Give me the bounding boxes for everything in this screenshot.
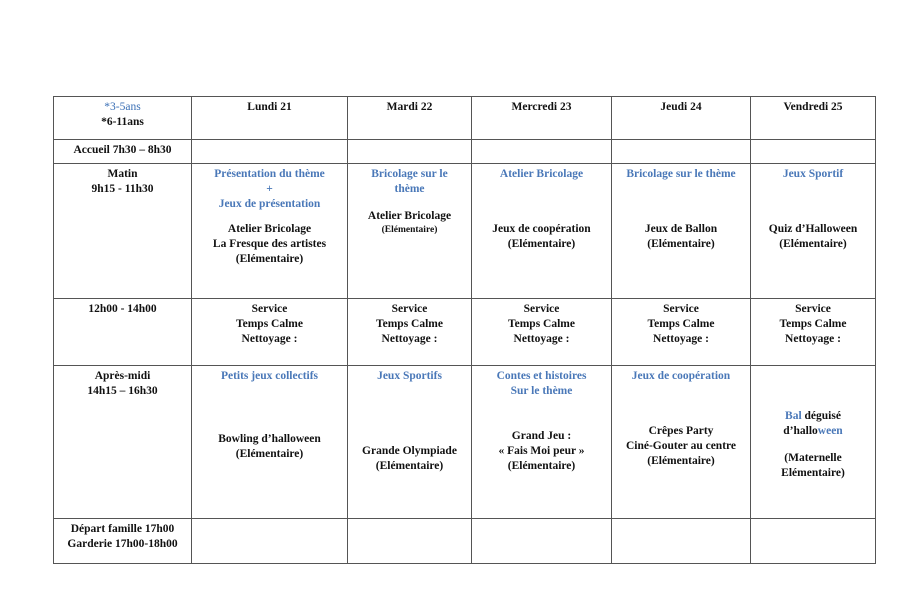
service-label: Service xyxy=(391,303,428,315)
accueil-label: Accueil 7h30 – 8h30 xyxy=(54,140,192,164)
apres-midi-label: Après-midi xyxy=(94,370,151,382)
activity-maternelle: Jeux de coopération xyxy=(631,370,731,382)
depart-label-cell xyxy=(54,519,192,564)
accueil-row xyxy=(54,140,876,164)
activity-maternelle-part: Bal xyxy=(785,410,802,422)
activity-maternelle: Jeux Sportif xyxy=(782,168,844,180)
apres-midi-label-cell xyxy=(54,366,192,519)
nettoyage-label: Nettoyage : xyxy=(241,333,298,345)
depart-cell-mardi xyxy=(348,519,472,564)
activity-elementaire: Bowling d’halloween xyxy=(218,433,321,445)
activity-elementaire: Grande Olympiade xyxy=(362,445,457,457)
nettoyage-label: Nettoyage : xyxy=(653,333,709,345)
apres-midi-time: 14h15 – 16h30 xyxy=(87,385,158,397)
activity-audience: (Elémentaire) xyxy=(375,460,444,472)
depart-cell-jeudi xyxy=(612,519,751,564)
activity-audience: (Elémentaire) xyxy=(779,238,847,250)
activity-elementaire: Jeux de Ballon xyxy=(644,223,718,235)
activity-maternelle: Présentation du thème xyxy=(214,168,325,180)
activity-maternelle: thème xyxy=(394,183,425,195)
header-row xyxy=(54,97,876,140)
temps-calme-label: Temps Calme xyxy=(376,318,443,330)
activity-elementaire: Crêpes Party xyxy=(648,425,714,437)
activity-maternelle-part: ween xyxy=(817,425,843,437)
apres-midi-cell-vendredi xyxy=(751,366,876,519)
activity-elementaire: Atelier Bricolage xyxy=(227,223,312,235)
activity-audience: (Elémentaire) xyxy=(507,238,576,250)
apres-midi-row xyxy=(54,366,876,519)
midi-cell-vendredi xyxy=(751,299,876,366)
garderie-label: Garderie 17h00-18h00 xyxy=(67,538,178,550)
activity-audience: (Maternelle xyxy=(784,452,842,464)
activity-maternelle: Bricolage sur le xyxy=(371,168,448,180)
depart-famille-label: Départ famille 17h00 xyxy=(70,523,175,535)
matin-label-cell xyxy=(54,164,192,299)
day-header-vendredi: Vendredi 25 xyxy=(751,97,876,140)
accueil-cell-jeudi xyxy=(612,140,751,164)
service-label: Service xyxy=(795,303,831,315)
activity-elementaire-part: déguisé xyxy=(801,410,841,422)
activity-mixed-line1 xyxy=(754,409,872,424)
matin-label: Matin xyxy=(107,168,138,180)
activity-elementaire: La Fresque des artistes xyxy=(212,238,327,250)
activity-elementaire: Quiz d’Halloween xyxy=(768,223,858,235)
day-header-mercredi: Mercredi 23 xyxy=(472,97,612,140)
apres-midi-cell-lundi xyxy=(192,366,348,519)
depart-cell-lundi xyxy=(192,519,348,564)
matin-row xyxy=(54,164,876,299)
activity-mixed-line2 xyxy=(754,424,872,439)
temps-calme-label: Temps Calme xyxy=(508,318,575,330)
activity-elementaire-part: d’hallo xyxy=(783,425,818,437)
matin-cell-mardi xyxy=(348,164,472,299)
accueil-cell-lundi xyxy=(192,140,348,164)
nettoyage-label: Nettoyage : xyxy=(513,333,570,345)
activity-elementaire: Jeux de coopération xyxy=(492,223,591,235)
temps-calme-label: Temps Calme xyxy=(779,318,847,330)
activity-maternelle: Jeux de présentation xyxy=(218,198,321,210)
accueil-cell-mercredi xyxy=(472,140,612,164)
activity-maternelle: Sur le thème xyxy=(510,385,573,397)
midi-cell-lundi xyxy=(192,299,348,366)
legend-maternelle: *3-5ans xyxy=(104,101,141,113)
depart-row xyxy=(54,519,876,564)
day-header-jeudi: Jeudi 24 xyxy=(612,97,751,140)
depart-cell-vendredi xyxy=(751,519,876,564)
matin-cell-vendredi xyxy=(751,164,876,299)
day-header-mardi: Mardi 22 xyxy=(348,97,472,140)
midi-cell-jeudi xyxy=(612,299,751,366)
apres-midi-cell-mardi xyxy=(348,366,472,519)
activity-audience: (Elémentaire) xyxy=(235,448,304,460)
matin-time: 9h15 - 11h30 xyxy=(91,183,154,195)
midi-cell-mercredi xyxy=(472,299,612,366)
temps-calme-label: Temps Calme xyxy=(647,318,715,330)
accueil-cell-mardi xyxy=(348,140,472,164)
activity-maternelle: Contes et histoires xyxy=(496,370,587,382)
depart-cell-mercredi xyxy=(472,519,612,564)
service-label: Service xyxy=(663,303,699,315)
nettoyage-label: Nettoyage : xyxy=(785,333,841,345)
schedule-table xyxy=(53,96,876,564)
activity-maternelle: Jeux Sportifs xyxy=(377,370,442,382)
activity-elementaire: Atelier Bricolage xyxy=(367,210,452,222)
age-legend xyxy=(54,97,192,140)
activity-audience: (Elémentaire) xyxy=(647,455,715,467)
legend-elementaire: *6-11ans xyxy=(101,116,144,128)
activity-plus: + xyxy=(266,183,273,195)
midi-cell-mardi xyxy=(348,299,472,366)
activity-audience: (Elémentaire) xyxy=(647,238,715,250)
service-label: Service xyxy=(523,303,560,315)
activity-elementaire: Grand Jeu : xyxy=(511,430,572,442)
service-label: Service xyxy=(251,303,288,315)
apres-midi-cell-mercredi xyxy=(472,366,612,519)
apres-midi-cell-jeudi xyxy=(612,366,751,519)
midi-time: 12h00 - 14h00 xyxy=(54,299,192,366)
day-header-lundi: Lundi 21 xyxy=(192,97,348,140)
activity-audience: Elémentaire) xyxy=(781,467,845,479)
activity-audience: (Elémentaire) xyxy=(507,460,576,472)
nettoyage-label: Nettoyage : xyxy=(381,333,438,345)
matin-cell-jeudi xyxy=(612,164,751,299)
midi-row xyxy=(54,299,876,366)
temps-calme-label: Temps Calme xyxy=(236,318,303,330)
matin-cell-lundi xyxy=(192,164,348,299)
activity-maternelle: Bricolage sur le thème xyxy=(626,168,736,180)
activity-audience: (Elémentaire) xyxy=(381,225,438,235)
activity-maternelle: Atelier Bricolage xyxy=(499,168,584,180)
activity-elementaire: « Fais Moi peur » xyxy=(498,445,585,457)
activity-elementaire: Ciné-Gouter au centre xyxy=(625,440,737,452)
matin-cell-mercredi xyxy=(472,164,612,299)
activity-maternelle: Petits jeux collectifs xyxy=(220,370,319,382)
accueil-cell-vendredi xyxy=(751,140,876,164)
activity-audience: (Elémentaire) xyxy=(235,253,304,265)
